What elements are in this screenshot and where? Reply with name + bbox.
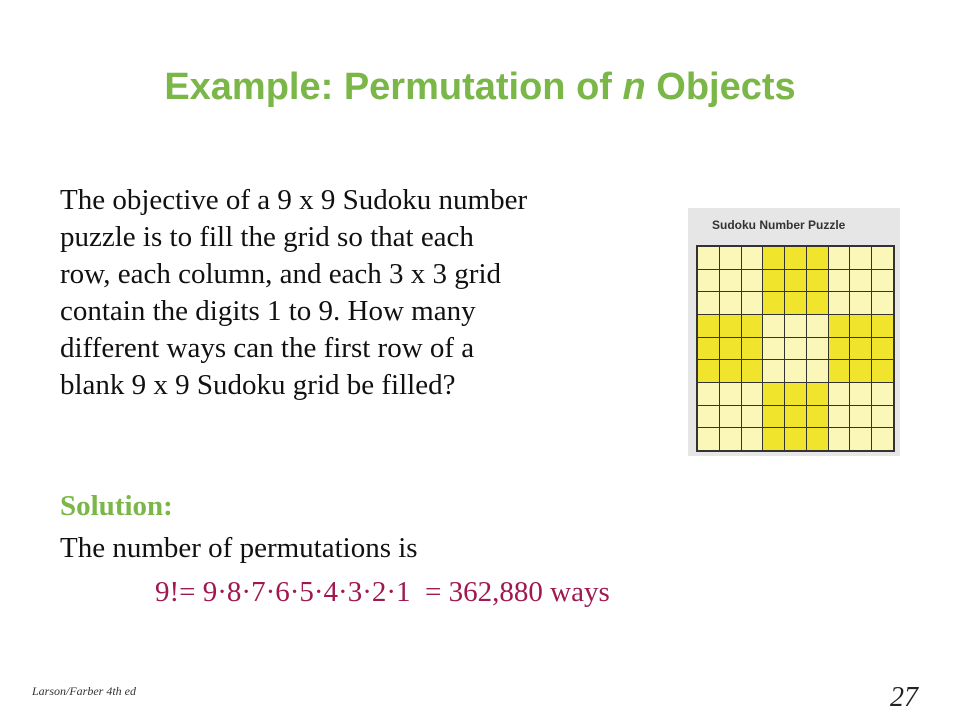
footer-citation: Larson/Farber 4th ed xyxy=(32,684,137,698)
sudoku-cell xyxy=(872,270,893,292)
sudoku-cell xyxy=(807,338,828,360)
sudoku-cell xyxy=(742,292,763,314)
sudoku-cell xyxy=(850,315,871,337)
sudoku-cell xyxy=(698,338,719,360)
sudoku-cell xyxy=(785,315,806,337)
sudoku-cell xyxy=(742,270,763,292)
sudoku-cell xyxy=(850,247,871,269)
sudoku-cell xyxy=(872,292,893,314)
sudoku-cell xyxy=(763,315,784,337)
solution-text: The number of permutations is xyxy=(60,532,418,564)
sudoku-cell xyxy=(720,292,741,314)
page-number: 27 xyxy=(890,682,918,713)
sudoku-cell xyxy=(785,292,806,314)
sudoku-cell xyxy=(698,292,719,314)
sudoku-cell xyxy=(807,270,828,292)
sudoku-cell xyxy=(785,428,806,450)
sudoku-cell xyxy=(829,247,850,269)
sudoku-cell xyxy=(698,360,719,382)
sudoku-grid xyxy=(696,245,895,452)
sudoku-cell xyxy=(720,247,741,269)
sudoku-cell xyxy=(785,270,806,292)
sudoku-cell xyxy=(720,315,741,337)
sudoku-cell xyxy=(872,383,893,405)
problem-line: blank 9 x 9 Sudoku grid be filled? xyxy=(60,369,456,401)
sudoku-cell xyxy=(872,406,893,428)
sudoku-cell xyxy=(807,292,828,314)
sudoku-cell xyxy=(807,406,828,428)
sudoku-cell xyxy=(829,315,850,337)
title-prefix: Example: Permutation of xyxy=(164,66,623,108)
sudoku-cell xyxy=(720,270,741,292)
sudoku-cell xyxy=(872,338,893,360)
sudoku-cell xyxy=(829,428,850,450)
sudoku-cell xyxy=(785,360,806,382)
sudoku-cell xyxy=(763,270,784,292)
sudoku-cell xyxy=(850,270,871,292)
problem-line: row, each column, and each 3 x 3 grid xyxy=(60,258,502,290)
sudoku-cell xyxy=(742,383,763,405)
sudoku-cell xyxy=(785,406,806,428)
sudoku-cell xyxy=(698,406,719,428)
sudoku-puzzle-image xyxy=(688,208,900,456)
sudoku-cell xyxy=(872,315,893,337)
solution-label: Solution: xyxy=(60,490,173,522)
problem-line: different ways can the first row of a xyxy=(60,332,475,364)
sudoku-cell xyxy=(763,360,784,382)
sudoku-cell xyxy=(763,406,784,428)
sudoku-cell xyxy=(720,360,741,382)
solution-formula: 9!= 9·8·7·6·5·4·3·2·1 = 362,880 ways xyxy=(155,576,610,608)
sudoku-cell xyxy=(785,383,806,405)
sudoku-cell xyxy=(742,406,763,428)
problem-line: The objective of a 9 x 9 Sudoku number xyxy=(60,184,528,216)
sudoku-cell xyxy=(829,338,850,360)
sudoku-cell xyxy=(850,383,871,405)
sudoku-cell xyxy=(807,315,828,337)
sudoku-cell xyxy=(807,247,828,269)
sudoku-cell xyxy=(742,247,763,269)
sudoku-cell xyxy=(742,360,763,382)
sudoku-cell xyxy=(807,360,828,382)
sudoku-cell xyxy=(720,406,741,428)
sudoku-cell xyxy=(720,383,741,405)
sudoku-cell xyxy=(872,360,893,382)
sudoku-cell xyxy=(829,292,850,314)
sudoku-cell xyxy=(742,428,763,450)
sudoku-cell xyxy=(720,338,741,360)
sudoku-cell xyxy=(807,383,828,405)
sudoku-cell xyxy=(785,247,806,269)
sudoku-cell xyxy=(698,428,719,450)
sudoku-cell xyxy=(698,383,719,405)
sudoku-cell xyxy=(829,383,850,405)
sudoku-cell xyxy=(872,247,893,269)
sudoku-cell xyxy=(850,292,871,314)
sudoku-cell xyxy=(720,428,741,450)
title-italic: n xyxy=(622,66,646,108)
sudoku-cell xyxy=(763,428,784,450)
sudoku-cell xyxy=(698,270,719,292)
sudoku-cell xyxy=(850,360,871,382)
sudoku-cell xyxy=(785,338,806,360)
puzzle-title: Sudoku Number Puzzle xyxy=(712,218,846,232)
problem-line: puzzle is to fill the grid so that each xyxy=(60,221,474,253)
sudoku-cell xyxy=(829,270,850,292)
title-suffix: Objects xyxy=(645,66,796,108)
sudoku-cell xyxy=(763,338,784,360)
sudoku-cell xyxy=(829,406,850,428)
slide-title xyxy=(0,66,960,109)
sudoku-cell xyxy=(763,247,784,269)
sudoku-cell xyxy=(742,315,763,337)
sudoku-cell xyxy=(742,338,763,360)
sudoku-cell xyxy=(850,338,871,360)
sudoku-cell xyxy=(829,360,850,382)
sudoku-cell xyxy=(850,428,871,450)
sudoku-cell xyxy=(763,292,784,314)
problem-text xyxy=(60,182,670,404)
sudoku-cell xyxy=(698,247,719,269)
sudoku-cell xyxy=(850,406,871,428)
sudoku-cell xyxy=(698,315,719,337)
sudoku-cell xyxy=(872,428,893,450)
sudoku-cell xyxy=(763,383,784,405)
sudoku-cell xyxy=(807,428,828,450)
problem-line: contain the digits 1 to 9. How many xyxy=(60,295,476,327)
